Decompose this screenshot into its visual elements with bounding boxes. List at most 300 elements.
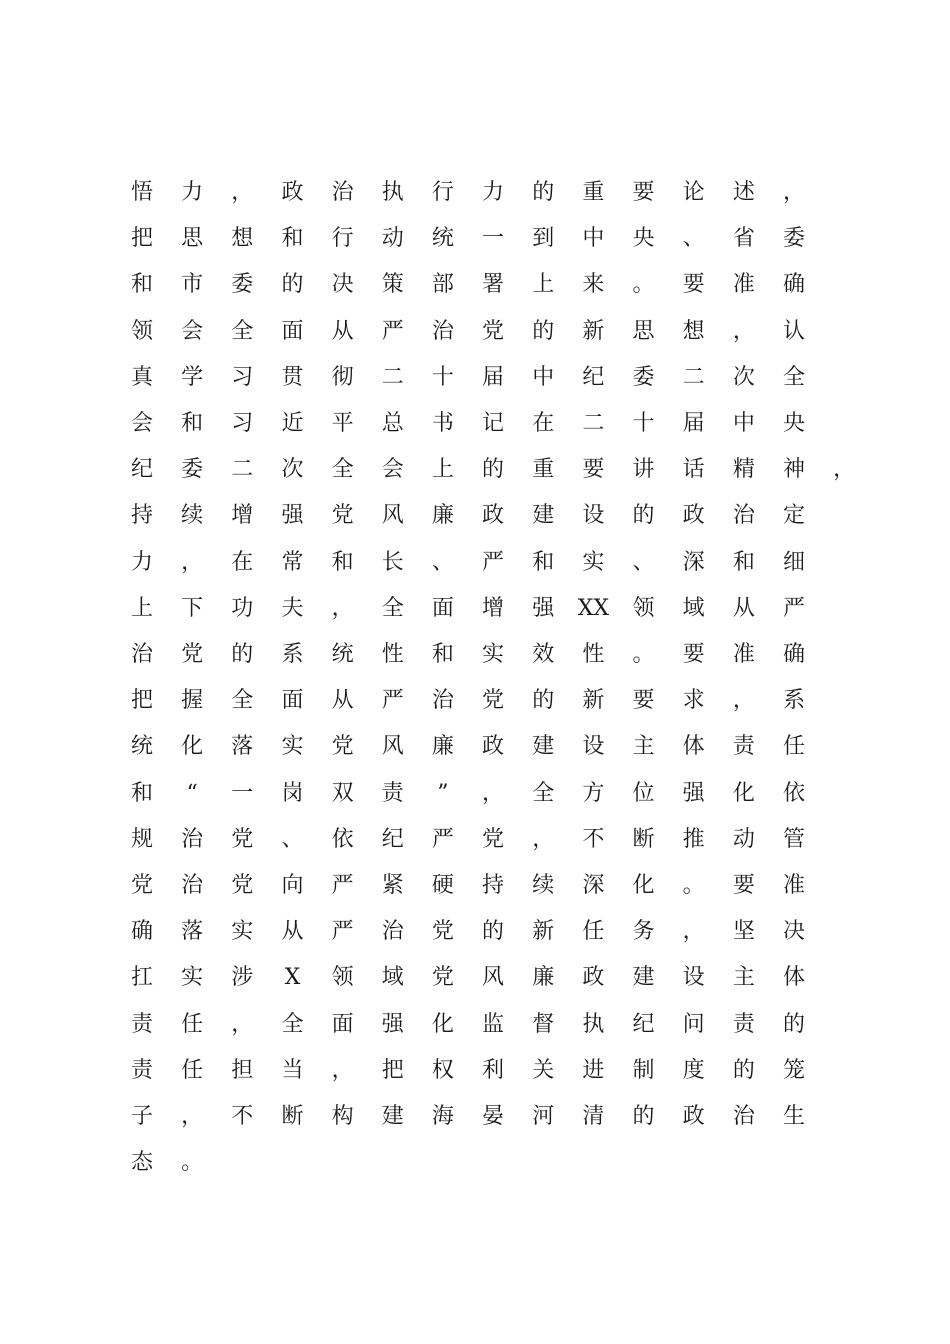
text-char: 央	[632, 226, 655, 252]
text-char: 深	[582, 873, 605, 898]
text-char: 部	[431, 272, 454, 298]
text-char: 务	[632, 919, 655, 945]
text-char: 求	[682, 688, 705, 714]
text-char: 问	[682, 1011, 705, 1037]
text-char: 全	[231, 318, 254, 344]
text-char: 真	[130, 364, 153, 390]
text-char: 全	[231, 688, 254, 714]
text-char: 中	[732, 411, 755, 436]
text-char: 体	[682, 734, 705, 760]
text-line	[0, 1148, 950, 1178]
text-char: 决	[331, 272, 354, 298]
text-char: 化	[732, 780, 755, 806]
text-char: 系	[782, 688, 805, 714]
text-char: 政	[482, 734, 505, 760]
text-char: 党	[482, 688, 505, 714]
text-char: ”	[437, 780, 449, 806]
text-char: 讲	[632, 457, 655, 483]
text-char: 领	[632, 595, 655, 621]
text-char: 任	[782, 734, 805, 760]
text-char: 持	[130, 503, 153, 529]
text-char: 论	[682, 180, 705, 205]
text-char: 治	[732, 503, 755, 529]
text-char: 统	[331, 642, 354, 667]
text-char: 夫	[281, 595, 304, 621]
text-char: 长	[381, 549, 404, 575]
text-char: 增	[482, 595, 505, 621]
text-char: 二	[231, 457, 254, 483]
text-char: 彻	[331, 364, 354, 390]
text-char: 新	[582, 318, 605, 344]
text-char: 治	[181, 826, 204, 852]
text-char: 党	[482, 318, 505, 344]
text-char: 廉	[431, 734, 454, 760]
text-char: 严	[431, 826, 454, 852]
text-char: 的	[782, 1011, 805, 1037]
text-char: 责	[130, 1011, 153, 1037]
text-char: 落	[231, 734, 254, 760]
text-char: 扛	[130, 965, 153, 991]
text-char: 要	[682, 642, 705, 667]
text-char: 常	[281, 549, 304, 575]
text-char: 的	[532, 688, 555, 714]
text-char: 性	[381, 642, 404, 667]
text-char: 强	[281, 503, 304, 529]
text-char: 市	[181, 272, 204, 298]
text-char: 督	[532, 1011, 555, 1037]
text-char: 的	[532, 318, 555, 344]
text-char: 严	[331, 919, 354, 945]
text-line	[0, 455, 950, 485]
text-char: 、	[431, 549, 454, 575]
text-char: 决	[782, 919, 805, 945]
text-char: 平	[331, 411, 354, 436]
text-char: 次	[732, 364, 755, 390]
text-char: 准	[732, 272, 755, 298]
text-line	[0, 871, 950, 901]
text-char: 党	[431, 965, 454, 991]
text-char: 严	[482, 549, 505, 575]
text-char: 当	[281, 1057, 304, 1083]
text-char: 。	[682, 873, 705, 898]
text-char: 域	[381, 965, 404, 991]
text-char: 执	[381, 180, 404, 205]
text-char: 紧	[381, 873, 404, 898]
text-char: 性	[582, 642, 605, 667]
text-char: 全	[331, 457, 354, 483]
text-char: 新	[582, 688, 605, 714]
text-char: 政	[281, 180, 304, 205]
text-char: 监	[482, 1011, 505, 1037]
text-char: 确	[782, 642, 805, 667]
text-char: 上	[532, 272, 555, 298]
text-char: 会	[381, 457, 404, 483]
text-char: 和	[732, 549, 755, 575]
text-char: 治	[732, 1104, 755, 1129]
text-char: 纪	[130, 457, 153, 483]
text-char: 把	[130, 226, 153, 252]
text-char: 续	[532, 873, 555, 898]
text-char: 的	[532, 180, 555, 205]
text-char: 领	[331, 965, 354, 991]
text-char: 记	[482, 411, 505, 436]
text-char: 纪	[381, 826, 404, 852]
text-char: ，	[732, 318, 755, 344]
text-char: 行	[431, 180, 454, 205]
text-char: 坚	[732, 919, 755, 945]
text-char: 廉	[431, 503, 454, 529]
text-char: 权	[431, 1057, 454, 1083]
text-char: 认	[782, 318, 805, 344]
text-char: 强	[532, 595, 555, 621]
text-line	[0, 640, 950, 670]
text-char: 依	[782, 780, 805, 806]
text-char: 制	[632, 1057, 655, 1083]
text-char: 政	[482, 503, 505, 529]
text-char: 近	[281, 411, 304, 436]
text-char: 一	[231, 780, 254, 806]
text-char: 全	[281, 1011, 304, 1037]
text-char: 向	[281, 873, 304, 898]
text-char: 政	[582, 965, 605, 991]
text-char: 建	[532, 734, 555, 760]
text-char: 设	[682, 965, 705, 991]
text-char: 署	[482, 272, 505, 298]
text-char: 化	[181, 734, 204, 760]
text-char: 党	[181, 642, 204, 667]
text-line	[0, 779, 950, 809]
text-char: 责	[130, 1057, 153, 1083]
text-char: 廉	[532, 965, 555, 991]
text-char: 要	[632, 688, 655, 714]
text-line	[0, 224, 950, 254]
text-char: 思	[632, 318, 655, 344]
text-line	[0, 363, 950, 393]
text-char: 到	[532, 226, 555, 252]
text-char: 硬	[431, 873, 454, 898]
text-line	[0, 1010, 950, 1040]
text-char: 的	[632, 1104, 655, 1129]
text-char: 子	[130, 1104, 153, 1129]
text-char: 度	[682, 1057, 705, 1083]
text-char: 持	[482, 873, 505, 898]
text-char: 重	[582, 180, 605, 205]
text-char: 领	[130, 318, 153, 344]
text-line	[0, 270, 950, 300]
text-char: 细	[782, 549, 805, 575]
text-char: 断	[281, 1104, 304, 1129]
text-char: ，	[331, 595, 354, 621]
text-char: 书	[431, 411, 454, 436]
text-char: 化	[431, 1011, 454, 1037]
text-char: 担	[231, 1057, 254, 1083]
text-char: 海	[431, 1104, 454, 1129]
text-char: 功	[231, 595, 254, 621]
text-char: 双	[331, 780, 354, 806]
text-line	[0, 501, 950, 531]
text-char: 治	[381, 919, 404, 945]
text-char: 和	[130, 272, 153, 298]
text-char: ，	[682, 919, 705, 945]
text-char: 纪	[632, 1011, 655, 1037]
text-char: 党	[482, 826, 505, 852]
text-char: 贯	[281, 364, 304, 390]
text-char: 风	[482, 965, 505, 991]
text-char: 治	[431, 688, 454, 714]
text-char: 任	[181, 1057, 204, 1083]
text-char: 化	[632, 873, 655, 898]
text-char: 委	[632, 364, 655, 390]
text-char: 严	[381, 318, 404, 344]
text-char: 行	[331, 226, 354, 252]
text-char: 推	[682, 826, 705, 852]
text-char: 治	[130, 642, 153, 667]
text-char: 在	[231, 549, 254, 575]
text-char: 面	[281, 318, 304, 344]
text-char: 委	[231, 272, 254, 298]
text-char: 党	[231, 873, 254, 898]
text-char: 政	[682, 503, 705, 529]
text-char: 设	[582, 503, 605, 529]
text-char: 和	[532, 549, 555, 575]
text-char: 要	[632, 180, 655, 205]
text-char: 设	[582, 734, 605, 760]
text-char: ，	[331, 1057, 354, 1083]
text-char: 全	[532, 780, 555, 806]
text-char: 体	[782, 965, 805, 991]
text-char: 晏	[482, 1104, 505, 1129]
text-char: 增	[231, 503, 254, 529]
text-char: 从	[732, 595, 755, 621]
text-char: 党	[231, 826, 254, 852]
text-char: 力	[130, 549, 153, 575]
text-char: 二	[682, 364, 705, 390]
text-line	[0, 732, 950, 762]
text-char: 习	[231, 411, 254, 436]
text-char: 想	[682, 318, 705, 344]
text-char: 、	[682, 226, 705, 252]
text-char: 建	[381, 1104, 404, 1129]
text-char: 上	[431, 457, 454, 483]
text-char: 省	[732, 226, 755, 252]
text-char: 面	[431, 595, 454, 621]
text-char: 位	[632, 780, 655, 806]
text-char: 从	[331, 318, 354, 344]
text-char: 构	[331, 1104, 354, 1129]
text-char: 纪	[582, 364, 605, 390]
text-char: 实	[482, 642, 505, 667]
text-char: 和	[331, 549, 354, 575]
text-char: 态	[130, 1150, 153, 1176]
text-char: ，	[732, 688, 755, 714]
text-char: 思	[181, 226, 204, 252]
text-char: 实	[582, 549, 605, 575]
text-char: 策	[381, 272, 404, 298]
text-char: 和	[130, 780, 153, 806]
text-char: ，	[231, 1011, 254, 1037]
text-char: 断	[632, 826, 655, 852]
text-line	[0, 548, 950, 578]
text-char: ，	[231, 180, 254, 205]
text-char: XX	[577, 595, 610, 621]
text-char: 面	[281, 688, 304, 714]
text-char: 实	[181, 965, 204, 991]
text-char: 把	[130, 688, 153, 714]
text-char: 关	[532, 1057, 555, 1083]
text-char: 风	[381, 734, 404, 760]
text-char: 严	[331, 873, 354, 898]
text-char: 进	[582, 1057, 605, 1083]
text-char: 二	[381, 364, 404, 390]
text-char: 不	[582, 826, 605, 852]
text-char: 不	[231, 1104, 254, 1129]
text-char: 系	[281, 642, 304, 667]
text-char: 强	[381, 1011, 404, 1037]
text-char: 悟	[130, 180, 153, 205]
text-char: 强	[682, 780, 705, 806]
text-char: 届	[482, 364, 505, 390]
text-char: 一	[482, 226, 505, 252]
text-char: 确	[782, 272, 805, 298]
text-char: 。	[632, 272, 655, 298]
text-char: 新	[532, 919, 555, 945]
text-char: 会	[130, 411, 153, 436]
text-char: 的	[632, 503, 655, 529]
text-char: 风	[381, 503, 404, 529]
text-line	[0, 917, 950, 947]
text-char: 党	[130, 873, 153, 898]
text-char: 建	[632, 965, 655, 991]
text-char: 想	[231, 226, 254, 252]
text-char: 任	[582, 919, 605, 945]
text-char: 执	[582, 1011, 605, 1037]
text-char: 和	[281, 226, 304, 252]
text-char: 来	[582, 272, 605, 298]
text-char: 力	[181, 180, 204, 205]
text-char: 党	[331, 503, 354, 529]
text-char: 深	[682, 549, 705, 575]
text-char: 中	[582, 226, 605, 252]
text-char: 动	[732, 826, 755, 852]
text-char: 从	[331, 688, 354, 714]
text-char: 学	[181, 364, 204, 390]
text-char: 责	[381, 780, 404, 806]
text-char: 确	[130, 919, 153, 945]
text-char: 力	[482, 180, 505, 205]
text-line	[0, 1102, 950, 1132]
text-char: 、	[632, 549, 655, 575]
text-char: 把	[381, 1057, 404, 1083]
text-char: 全	[782, 364, 805, 390]
text-char: 重	[532, 457, 555, 483]
text-char: 准	[732, 642, 755, 667]
text-char: 管	[782, 826, 805, 852]
text-char: 面	[331, 1011, 354, 1037]
text-char: 全	[381, 595, 404, 621]
text-char: 主	[632, 734, 655, 760]
text-char: 。	[181, 1150, 204, 1176]
text-char: 建	[532, 503, 555, 529]
text-char: 委	[181, 457, 204, 483]
text-char: 二	[582, 411, 605, 436]
text-char: 准	[782, 873, 805, 898]
text-line	[0, 686, 950, 716]
text-char: ，	[532, 826, 555, 852]
text-char: 清	[582, 1104, 605, 1129]
text-char: 届	[682, 411, 705, 436]
text-char: 的	[482, 457, 505, 483]
text-char: ，	[482, 780, 505, 806]
text-char: 和	[431, 642, 454, 667]
text-char: 要	[582, 457, 605, 483]
text-char: 。	[632, 642, 655, 667]
text-char: 严	[782, 595, 805, 621]
text-char: 的	[732, 1057, 755, 1083]
text-char: 规	[130, 826, 153, 852]
text-char: 治	[181, 873, 204, 898]
text-char: ，	[833, 457, 856, 483]
text-char: 动	[381, 226, 404, 252]
text-char: 话	[682, 457, 705, 483]
text-char: 实	[231, 919, 254, 945]
text-char: 党	[331, 734, 354, 760]
text-char: 精	[732, 457, 755, 483]
text-line	[0, 594, 950, 624]
text-char: ，	[782, 180, 805, 205]
text-char: 要	[682, 272, 705, 298]
text-char: 上	[130, 595, 153, 621]
text-char: 的	[482, 919, 505, 945]
text-char: ，	[181, 1104, 204, 1129]
text-char: 方	[582, 780, 605, 806]
text-char: 严	[381, 688, 404, 714]
text-char: 笼	[782, 1057, 805, 1083]
text-char: 、	[281, 826, 304, 852]
text-char: 政	[682, 1104, 705, 1129]
text-char: 在	[532, 411, 555, 436]
text-char: 央	[782, 411, 805, 436]
text-char: 党	[431, 919, 454, 945]
text-line	[0, 1056, 950, 1086]
text-char: 十	[632, 411, 655, 436]
text-char: 域	[682, 595, 705, 621]
text-char: 涉	[231, 965, 254, 991]
text-char: “	[186, 780, 198, 806]
text-char: 实	[281, 734, 304, 760]
text-char: 委	[782, 226, 805, 252]
text-char: 治	[331, 180, 354, 205]
text-line	[0, 963, 950, 993]
text-char: 落	[181, 919, 204, 945]
text-char: 治	[431, 318, 454, 344]
text-char: 岗	[281, 780, 304, 806]
text-char: 主	[732, 965, 755, 991]
text-char: 依	[331, 826, 354, 852]
text-char: 统	[130, 734, 153, 760]
text-char: 责	[732, 734, 755, 760]
text-char: 统	[431, 226, 454, 252]
text-char: 述	[732, 180, 755, 205]
text-line	[0, 317, 950, 347]
text-char: 生	[782, 1104, 805, 1129]
text-char: 从	[281, 919, 304, 945]
text-char: 习	[231, 364, 254, 390]
text-char: 的	[231, 642, 254, 667]
text-char: 总	[381, 411, 404, 436]
text-char: ，	[181, 549, 204, 575]
text-char: 神	[782, 457, 805, 483]
text-char: 会	[181, 318, 204, 344]
